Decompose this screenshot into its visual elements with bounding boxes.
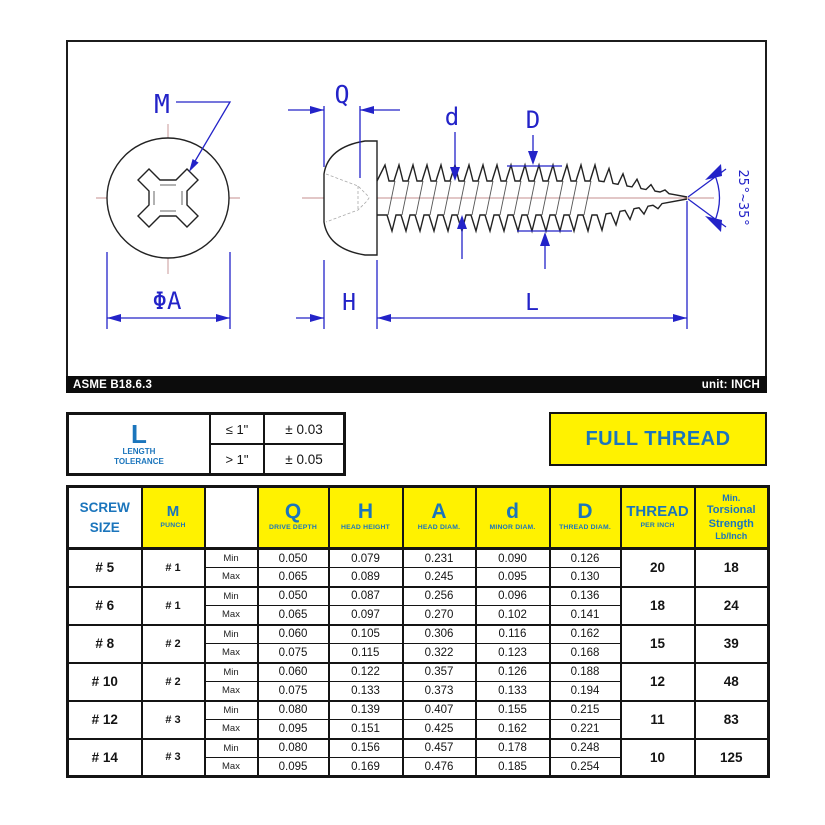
cell-max-label: Max — [205, 606, 258, 625]
label-q: Q — [334, 80, 350, 109]
cell-value: 0.221 — [550, 720, 621, 739]
cell-value: 0.185 — [476, 758, 550, 777]
col-head-height: H HEAD HEIGHT — [329, 487, 403, 549]
cell-value: 0.476 — [403, 758, 476, 777]
cell-value: 0.080 — [258, 701, 329, 720]
cell-max-label: Max — [205, 568, 258, 587]
tolerance-cond: > 1" — [210, 444, 264, 475]
label-d-minor: d — [444, 103, 460, 131]
length-tolerance-table — [66, 412, 346, 476]
cell-strength: 39 — [695, 625, 769, 663]
cell-value: 0.080 — [258, 739, 329, 758]
cell-size: # 14 — [68, 739, 142, 777]
dim-phi-a — [107, 252, 230, 329]
label-h: H — [342, 290, 356, 316]
cell-value: 0.162 — [476, 720, 550, 739]
cell-strength: 83 — [695, 701, 769, 739]
cell-value: 0.373 — [403, 682, 476, 701]
spec-row — [68, 663, 769, 682]
standard-ref: ASME B18.6.3 — [73, 378, 153, 391]
label-phi-a: ΦA — [152, 287, 182, 315]
tolerance-cond: ≤ 1" — [210, 414, 264, 445]
tolerance-value: ± 0.03 — [264, 414, 345, 445]
cell-size: # 8 — [68, 625, 142, 663]
cell-value: 0.123 — [476, 644, 550, 663]
label-m: M — [154, 90, 170, 120]
cell-value: 0.133 — [329, 682, 403, 701]
cell-value: 0.136 — [550, 587, 621, 606]
label-l: L — [525, 290, 539, 316]
cell-value: 0.133 — [476, 682, 550, 701]
cell-value: 0.095 — [258, 758, 329, 777]
spec-row — [68, 701, 769, 720]
cell-size: # 6 — [68, 587, 142, 625]
cell-value: 0.115 — [329, 644, 403, 663]
spec-row — [68, 625, 769, 644]
cell-value: 0.139 — [329, 701, 403, 720]
cell-value: 0.178 — [476, 739, 550, 758]
cell-value: 0.060 — [258, 625, 329, 644]
cell-value: 0.151 — [329, 720, 403, 739]
cell-value: 0.130 — [550, 568, 621, 587]
cell-value: 0.188 — [550, 663, 621, 682]
cell-size: # 5 — [68, 549, 142, 587]
cell-value: 0.248 — [550, 739, 621, 758]
cell-value: 0.090 — [476, 549, 550, 568]
cell-min-label: Min — [205, 625, 258, 644]
cell-value: 0.169 — [329, 758, 403, 777]
cell-value: 0.075 — [258, 644, 329, 663]
col-torsional-strength: Min. Torsional Strength Lb/Inch — [695, 487, 769, 549]
cell-punch: # 2 — [142, 663, 205, 701]
cell-min-label: Min — [205, 549, 258, 568]
cell-value: 0.060 — [258, 663, 329, 682]
col-minor-diam: d MINOR DIAM. — [476, 487, 550, 549]
tolerance-value: ± 0.05 — [264, 444, 345, 475]
cell-strength: 125 — [695, 739, 769, 777]
dim-l — [377, 201, 687, 329]
cell-value: 0.096 — [476, 587, 550, 606]
cell-min-label: Min — [205, 587, 258, 606]
cell-strength: 24 — [695, 587, 769, 625]
cell-value: 0.256 — [403, 587, 476, 606]
cell-value: 0.322 — [403, 644, 476, 663]
cell-value: 0.089 — [329, 568, 403, 587]
cell-tpi: 18 — [621, 587, 695, 625]
cell-max-label: Max — [205, 758, 258, 777]
cell-value: 0.079 — [329, 549, 403, 568]
drawing-title-bar — [66, 376, 767, 393]
thread-top-profile — [377, 165, 687, 197]
col-punch: M PUNCH — [142, 487, 205, 549]
spec-header-row — [68, 487, 769, 549]
cell-max-label: Max — [205, 644, 258, 663]
col-drive-depth: Q DRIVE DEPTH — [258, 487, 329, 549]
cell-value: 0.156 — [329, 739, 403, 758]
cell-value: 0.065 — [258, 568, 329, 587]
col-screw-size: SCREW SIZE — [68, 487, 142, 549]
unit-label: unit: INCH — [701, 378, 760, 391]
cell-value: 0.168 — [550, 644, 621, 663]
cell-punch: # 3 — [142, 701, 205, 739]
cell-tpi: 20 — [621, 549, 695, 587]
full-thread-label: FULL THREAD — [585, 427, 731, 450]
cell-punch: # 3 — [142, 739, 205, 777]
cell-strength: 18 — [695, 549, 769, 587]
full-thread-badge — [549, 412, 767, 466]
cell-value: 0.126 — [550, 549, 621, 568]
dim-h — [296, 260, 391, 329]
cell-tpi: 15 — [621, 625, 695, 663]
spec-table — [66, 485, 770, 778]
col-head-diam: A HEAD DIAM. — [403, 487, 476, 549]
tolerance-sub2: TOLERANCE — [114, 457, 164, 466]
cell-value: 0.194 — [550, 682, 621, 701]
cell-value: 0.097 — [329, 606, 403, 625]
cell-value: 0.357 — [403, 663, 476, 682]
tolerance-header-cell — [68, 414, 211, 475]
cell-min-label: Min — [205, 701, 258, 720]
cell-value: 0.245 — [403, 568, 476, 587]
label-d-major: D — [525, 106, 541, 134]
cell-value: 0.407 — [403, 701, 476, 720]
cell-value: 0.102 — [476, 606, 550, 625]
cell-value: 0.095 — [476, 568, 550, 587]
cell-value: 0.162 — [550, 625, 621, 644]
cell-value: 0.126 — [476, 663, 550, 682]
thread-bottom-profile — [377, 199, 687, 231]
cell-value: 0.457 — [403, 739, 476, 758]
cell-size: # 12 — [68, 701, 142, 739]
col-spacer — [205, 487, 258, 549]
cell-value: 0.155 — [476, 701, 550, 720]
cell-value: 0.231 — [403, 549, 476, 568]
dim-d-major — [507, 106, 572, 269]
cell-min-label: Min — [205, 739, 258, 758]
cell-value: 0.087 — [329, 587, 403, 606]
cell-value: 0.065 — [258, 606, 329, 625]
cell-value: 0.075 — [258, 682, 329, 701]
cell-value: 0.141 — [550, 606, 621, 625]
cell-max-label: Max — [205, 720, 258, 739]
cell-tpi: 12 — [621, 663, 695, 701]
cell-value: 0.050 — [258, 549, 329, 568]
cell-value: 0.254 — [550, 758, 621, 777]
cell-value: 0.270 — [403, 606, 476, 625]
cell-tpi: 11 — [621, 701, 695, 739]
cell-min-label: Min — [205, 663, 258, 682]
cell-value: 0.122 — [329, 663, 403, 682]
col-thread-diam: D THREAD DIAM. — [550, 487, 621, 549]
screw-technical-drawing — [66, 40, 767, 374]
cell-punch: # 1 — [142, 549, 205, 587]
spec-row — [68, 587, 769, 606]
spec-row — [68, 549, 769, 568]
cell-value: 0.306 — [403, 625, 476, 644]
tolerance-sub1: LENGTH — [122, 447, 156, 456]
col-thread-per-inch: THREAD PER INCH — [621, 487, 695, 549]
screw-front-view — [107, 138, 229, 258]
tolerance-letter: L — [131, 419, 147, 449]
cell-punch: # 2 — [142, 625, 205, 663]
cell-value: 0.215 — [550, 701, 621, 720]
spec-row — [68, 739, 769, 758]
label-tip-angle: 25°~35° — [735, 169, 751, 227]
cell-value: 0.050 — [258, 587, 329, 606]
cell-tpi: 10 — [621, 739, 695, 777]
cell-value: 0.425 — [403, 720, 476, 739]
cell-value: 0.095 — [258, 720, 329, 739]
cell-size: # 10 — [68, 663, 142, 701]
cell-strength: 48 — [695, 663, 769, 701]
cell-value: 0.116 — [476, 625, 550, 644]
cell-value: 0.105 — [329, 625, 403, 644]
cell-punch: # 1 — [142, 587, 205, 625]
cell-max-label: Max — [205, 682, 258, 701]
